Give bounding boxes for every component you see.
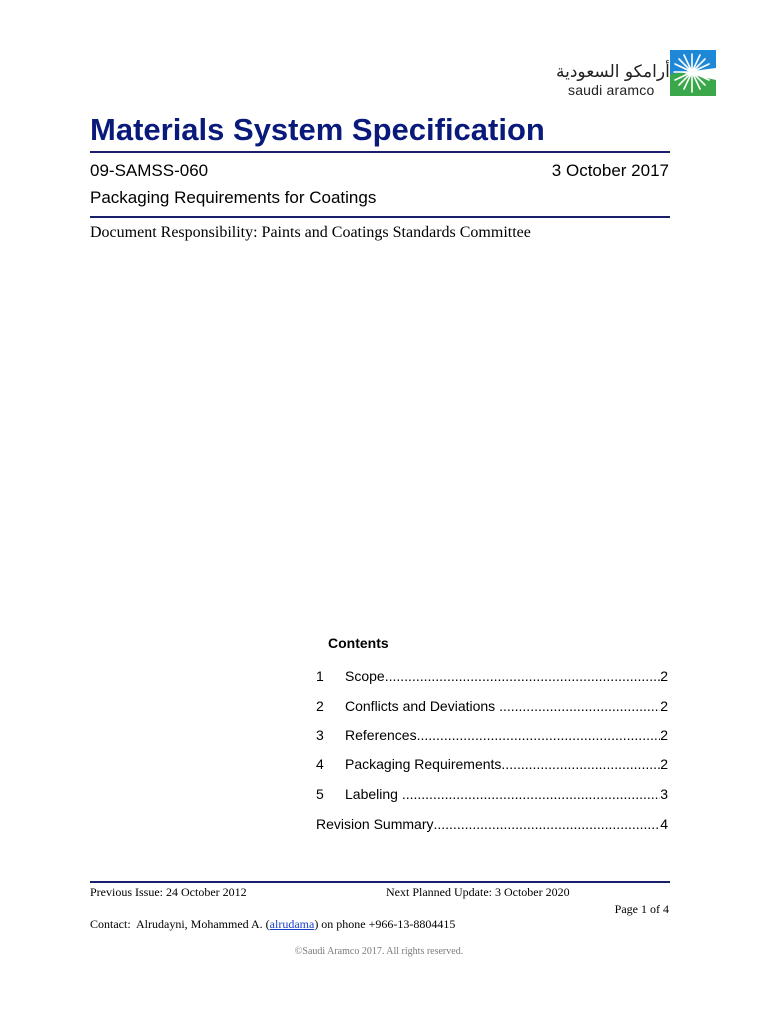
copyright-notice: ©Saudi Aramco 2017. All rights reserved.: [294, 946, 464, 957]
contact-suffix: ) on phone +966-13-8804415: [314, 917, 456, 931]
toc-entry-conflicts[interactable]: [316, 694, 668, 714]
toc-page-number: 2: [660, 727, 668, 743]
toc-page-number: 4: [660, 816, 668, 832]
next-planned-update: Next Planned Update: 3 October 2020: [386, 885, 570, 899]
toc-page-number: 3: [660, 786, 668, 802]
toc-page-number: 2: [660, 668, 668, 684]
toc-label: Labeling: [345, 786, 402, 802]
toc-label: Conflicts and Deviations: [345, 698, 500, 714]
toc-label: Revision Summary: [316, 816, 434, 832]
logo-english-text: saudi aramco: [568, 82, 655, 98]
title-divider: [90, 151, 670, 153]
toc-label: Scope: [345, 668, 385, 684]
document-subtitle: Packaging Requirements for Coatings: [90, 188, 377, 207]
toc-leader-dots: [433, 816, 660, 832]
toc-entry-scope[interactable]: [316, 664, 668, 684]
contents-heading: Contents: [328, 635, 389, 651]
toc-page-number: 2: [660, 698, 668, 714]
document-date: 3 October 2017: [551, 161, 669, 180]
previous-issue: Previous Issue: 24 October 2012: [90, 885, 247, 899]
toc-leader-dots: [417, 727, 661, 743]
toc-entry-labeling[interactable]: [316, 782, 668, 802]
toc-leader-dots: [385, 668, 661, 684]
document-number: 09-SAMSS-060: [90, 161, 209, 180]
toc-entry-packaging[interactable]: [316, 752, 668, 772]
toc-entry-references[interactable]: [316, 723, 668, 743]
toc-page-number: 2: [660, 756, 668, 772]
subtitle-divider: [90, 216, 670, 218]
page-number: Page 1 of 4: [614, 902, 669, 916]
document-responsibility: Document Responsibility: Paints and Coatings Standards Committee: [90, 224, 531, 241]
toc-number: 4: [316, 756, 324, 772]
toc-number: 5: [316, 786, 324, 802]
toc-number: 2: [316, 698, 324, 714]
page-title: Materials System Specification: [90, 112, 545, 147]
logo-arabic-text: أرامكو السعودية: [556, 62, 670, 82]
contact-prefix: Contact: Alrudayni, Mohammed A. (: [90, 917, 270, 931]
toc-label: References: [345, 727, 417, 743]
toc-leader-dots: [499, 698, 660, 714]
aramco-star-logo-icon: [670, 50, 716, 96]
toc-entry-revision-summary[interactable]: [316, 812, 668, 832]
toc-number: 3: [316, 727, 324, 743]
contact-line: [90, 917, 455, 932]
contact-email-link[interactable]: alrudama: [269, 917, 315, 931]
toc-leader-dots: [501, 756, 660, 772]
footer-divider: [90, 881, 670, 883]
toc-number: 1: [316, 668, 324, 684]
toc-leader-dots: [402, 786, 660, 802]
toc-label: Packaging Requirements: [345, 756, 502, 772]
